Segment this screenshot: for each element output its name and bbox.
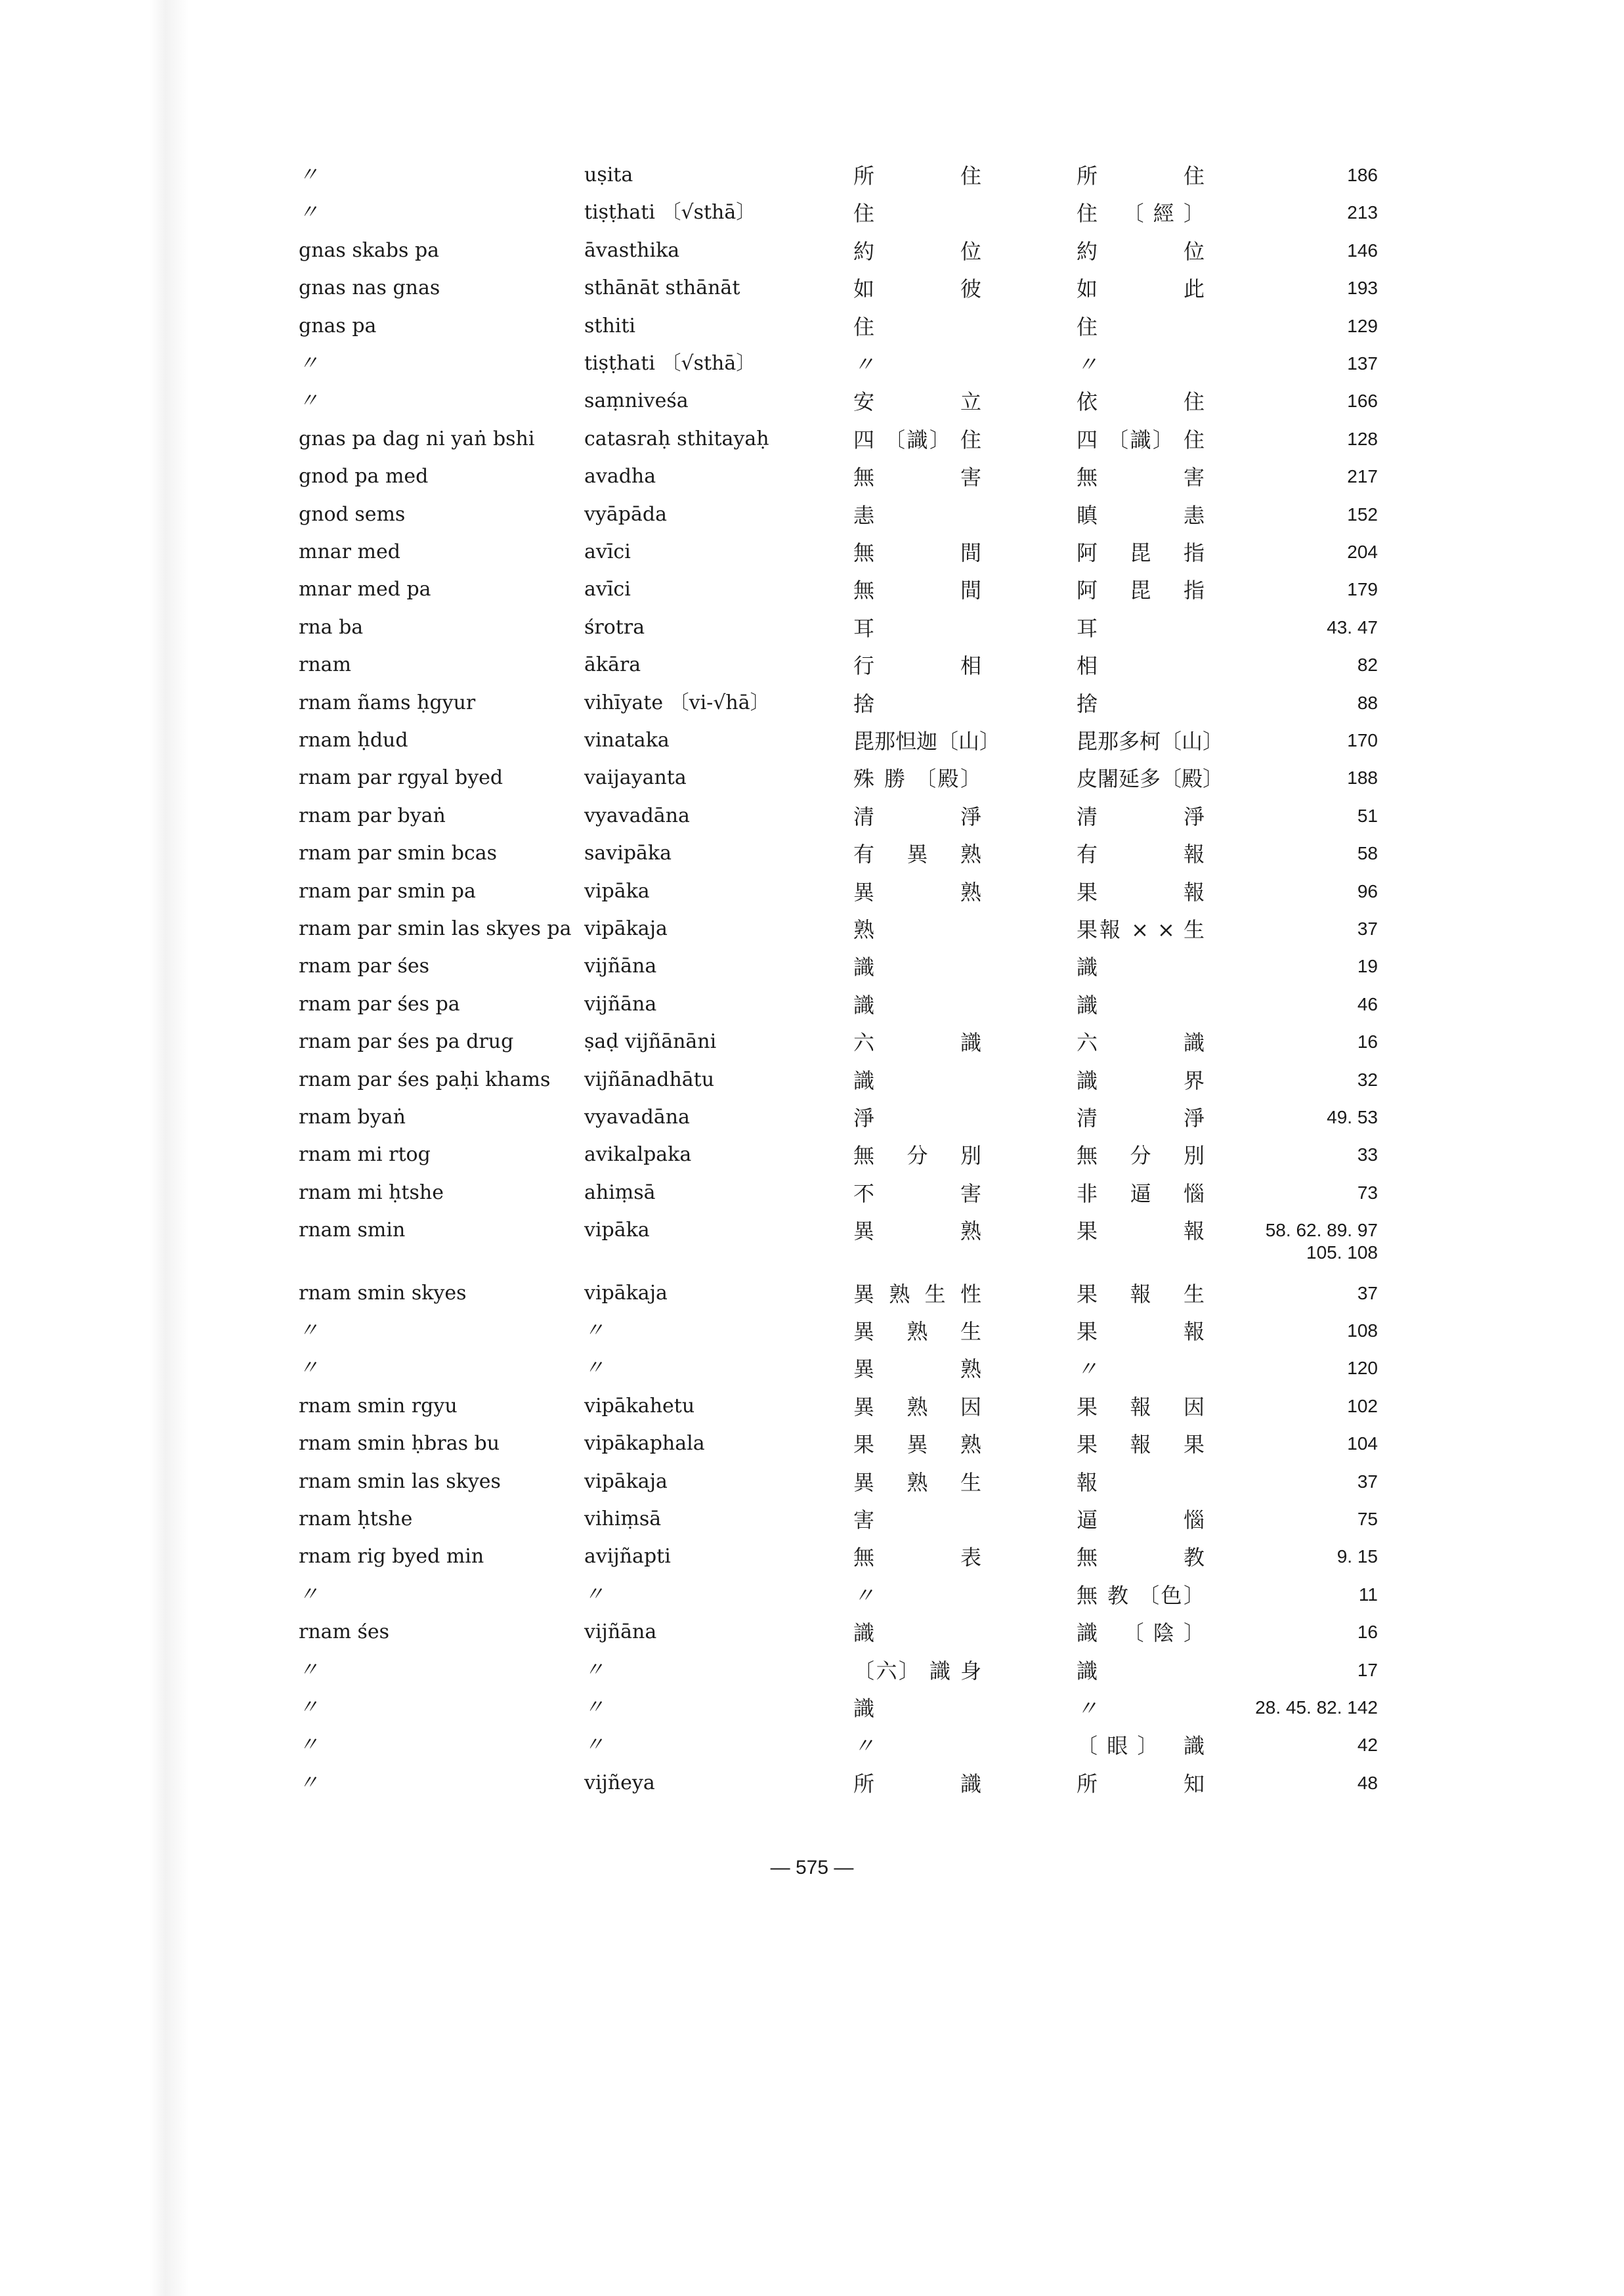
table-row (0, 617, 1624, 655)
sanskrit-term: vijñāna (584, 955, 657, 978)
sanskrit-term: ṣaḍ vijñānāni (584, 1030, 717, 1053)
chinese-paramartha: 六 識 (1077, 1030, 1205, 1055)
page-reference: 33 (1357, 1144, 1378, 1165)
chinese-xuanzang: 〃 (853, 1733, 875, 1758)
chinese-xuanzang: 毘那怛迦〔山〕 (853, 729, 1001, 754)
chinese-xuanzang: 淨 (853, 1106, 875, 1131)
table-row (0, 1219, 1624, 1263)
tibetan-term: 〃 (299, 1733, 318, 1756)
sanskrit-term: 〃 (584, 1658, 604, 1681)
page-reference: 166 (1347, 391, 1378, 411)
page-reference: 49. 53 (1327, 1107, 1378, 1127)
table-row (0, 692, 1624, 730)
chinese-xuanzang: 識 (853, 1068, 875, 1093)
table-row (0, 1546, 1624, 1584)
sanskrit-term: vijñeya (584, 1771, 655, 1794)
page-reference: 179 (1347, 579, 1378, 599)
table-row (0, 993, 1624, 1031)
tibetan-term: 〃 (299, 352, 318, 375)
tibetan-term: rnam par smin las skyes pa (299, 917, 572, 940)
tibetan-term: rna ba (299, 616, 364, 639)
table-row (0, 1621, 1624, 1659)
tibetan-term: 〃 (299, 1583, 318, 1606)
chinese-paramartha: 識 〔陰〕 (1077, 1620, 1205, 1645)
page-reference: 19 (1357, 956, 1378, 976)
chinese-paramartha: 無 分 別 (1077, 1143, 1205, 1168)
page-reference: 9. 15 (1336, 1546, 1378, 1567)
sanskrit-term: vipākaja (584, 1282, 668, 1305)
table-row (0, 428, 1624, 466)
chinese-xuanzang: 無 間 (853, 578, 981, 603)
sanskrit-term: vijñāna (584, 1620, 657, 1643)
sanskrit-term: vijñānadhātu (584, 1068, 715, 1091)
sanskrit-term: tiṣṭhati 〔√sthā〕 (584, 201, 756, 224)
page-reference: 204 (1347, 542, 1378, 562)
table-row (0, 1734, 1624, 1772)
page-reference: 96 (1357, 881, 1378, 901)
sanskrit-term: āvasthika (584, 239, 680, 262)
tibetan-term: 〃 (299, 1658, 318, 1681)
chinese-paramartha: 〔眼〕 識 (1077, 1733, 1205, 1758)
page-reference: 104 (1347, 1433, 1378, 1454)
page-reference: 120 (1347, 1358, 1378, 1378)
page-reference: 43. 47 (1327, 617, 1378, 638)
sanskrit-term: vyavadāna (584, 804, 690, 827)
page-reference: 129 (1347, 316, 1378, 336)
tibetan-term: rnam smin rgyu (299, 1395, 458, 1418)
chinese-xuanzang: 行 相 (853, 653, 981, 678)
table-row (0, 277, 1624, 315)
sanskrit-term: vipāka (584, 1219, 650, 1242)
chinese-xuanzang: 異 熟 因 (853, 1395, 981, 1419)
tibetan-term: rnam mi ḥtshe (299, 1181, 444, 1204)
chinese-paramartha: 逼 惱 (1077, 1507, 1205, 1532)
chinese-paramartha: 耳 (1077, 616, 1098, 641)
tibetan-term: rnam śes (299, 1620, 390, 1643)
sanskrit-term: avijñapti (584, 1545, 671, 1568)
chinese-xuanzang: 果 異 熟 (853, 1432, 981, 1457)
chinese-paramartha: 毘那多柯〔山〕 (1077, 729, 1224, 754)
chinese-paramartha: 非 逼 惱 (1077, 1181, 1205, 1206)
sanskrit-term: ākāra (584, 653, 641, 676)
tibetan-term: rnam ñams ḥgyur (299, 691, 476, 714)
sanskrit-term: vipākaja (584, 1470, 668, 1493)
sanskrit-term: 〃 (584, 1583, 604, 1606)
chinese-xuanzang: 所 住 (853, 163, 981, 188)
tibetan-term: rnam par śes (299, 955, 430, 978)
chinese-xuanzang: 異 熟 生 (853, 1319, 981, 1344)
tibetan-term: gnod pa med (299, 465, 429, 488)
sanskrit-term: 〃 (584, 1696, 604, 1719)
sanskrit-term: sthānāt sthānāt (584, 276, 740, 299)
table-row (0, 1471, 1624, 1509)
chinese-xuanzang: 住 (853, 314, 875, 339)
chinese-paramartha: 如 此 (1077, 276, 1205, 301)
tibetan-term: rnam par byaṅ (299, 804, 446, 827)
chinese-xuanzang: 安 立 (853, 389, 981, 414)
tibetan-term: 〃 (299, 389, 318, 412)
table-row (0, 1772, 1624, 1810)
chinese-paramartha: 捨 (1077, 691, 1098, 716)
chinese-paramartha: 識 (1077, 955, 1098, 980)
chinese-paramartha: 識 (1077, 993, 1098, 1018)
tibetan-term: rnam ḥdud (299, 729, 408, 752)
page-reference: 58 (1357, 843, 1378, 863)
chinese-paramartha: 住 (1077, 314, 1098, 339)
chinese-xuanzang: 無 間 (853, 540, 981, 565)
chinese-xuanzang: 所 識 (853, 1771, 981, 1796)
tibetan-term: rnam ḥtshe (299, 1507, 413, 1530)
page-reference: 170 (1347, 730, 1378, 750)
sanskrit-term: sthiti (584, 314, 636, 337)
tibetan-term: rnam smin ḥbras bu (299, 1432, 500, 1455)
page-reference: 128 (1347, 429, 1378, 449)
sanskrit-term: vijñāna (584, 993, 657, 1016)
tibetan-term: rnam mi rtog (299, 1143, 431, 1166)
chinese-xuanzang: 四 〔識〕 住 (853, 427, 981, 452)
table-row (0, 767, 1624, 805)
sanskrit-term: vipākaphala (584, 1432, 705, 1455)
chinese-xuanzang: 異 熟 生 (853, 1470, 981, 1495)
tibetan-term: rnam rig byed min (299, 1545, 484, 1568)
tibetan-term: rnam par rgyal byed (299, 766, 503, 789)
chinese-paramartha: 阿 毘 指 (1077, 578, 1205, 603)
sanskrit-term: avīci (584, 540, 631, 563)
chinese-paramartha: 相 (1077, 653, 1098, 678)
page-reference: 193 (1347, 278, 1378, 298)
page-reference: 213 (1347, 202, 1378, 223)
chinese-paramartha: 所 住 (1077, 163, 1205, 188)
tibetan-term: gnas nas gnas (299, 276, 440, 299)
chinese-paramartha: 果報 × × 生 (1077, 917, 1205, 942)
chinese-xuanzang: 害 (853, 1507, 875, 1532)
chinese-paramartha: 〃 (1077, 352, 1098, 377)
chinese-xuanzang: 異 熟 生 性 (853, 1282, 981, 1307)
chinese-xuanzang: 無 表 (853, 1545, 981, 1570)
sanskrit-term: uṣita (584, 163, 633, 186)
table-row (0, 1069, 1624, 1107)
sanskrit-term: vipāka (584, 880, 650, 903)
table-row (0, 842, 1624, 880)
chinese-paramartha: 果 報 (1077, 1219, 1205, 1244)
table-row (0, 315, 1624, 353)
chinese-xuanzang: 識 (853, 1620, 875, 1645)
chinese-paramartha: 瞋 恚 (1077, 503, 1205, 528)
page-reference: 16 (1357, 1031, 1378, 1052)
tibetan-term: gnas pa dag ni yaṅ bshi (299, 427, 535, 450)
tibetan-term: rnam (299, 653, 351, 676)
tibetan-term: mnar med (299, 540, 400, 563)
chinese-xuanzang: 恚 (853, 503, 875, 528)
sanskrit-term: vyavadāna (584, 1106, 690, 1129)
chinese-paramartha: 〃 (1077, 1356, 1098, 1381)
table-row (0, 1320, 1624, 1358)
page-reference: 58. 62. 89. 97 105. 108 (1265, 1220, 1378, 1263)
table-row (0, 353, 1624, 391)
sanskrit-term: vipākaja (584, 917, 668, 940)
chinese-paramartha: 皮闍延多〔殿〕 (1077, 766, 1224, 791)
table-row (0, 955, 1624, 993)
table-row (0, 390, 1624, 428)
chinese-paramartha: 報 (1077, 1470, 1098, 1495)
tibetan-term: 〃 (299, 201, 318, 224)
tibetan-term: gnas pa (299, 314, 377, 337)
chinese-paramartha: 果 報 生 (1077, 1282, 1205, 1307)
table-row (0, 541, 1624, 579)
sanskrit-term: vinataka (584, 729, 670, 752)
chinese-xuanzang: 異 熟 (853, 1219, 981, 1244)
chinese-paramartha: 識 (1077, 1658, 1098, 1683)
tibetan-term: rnam smin (299, 1219, 406, 1242)
page-number: — 575 — (770, 1857, 854, 1878)
chinese-paramartha: 無 害 (1077, 465, 1205, 490)
page-reference: 16 (1357, 1622, 1378, 1642)
table-row (0, 1282, 1624, 1320)
page-reference: 152 (1347, 504, 1378, 525)
sanskrit-term: 〃 (584, 1319, 604, 1342)
page-reference: 37 (1357, 1283, 1378, 1303)
chinese-xuanzang: 〔六〕 識 身 (853, 1658, 981, 1683)
table-row (0, 1433, 1624, 1471)
sanskrit-term: vaijayanta (584, 766, 687, 789)
page-reference: 88 (1357, 693, 1378, 713)
chinese-paramartha: 識 界 (1077, 1068, 1205, 1093)
page-reference: 51 (1357, 806, 1378, 826)
chinese-paramartha: 所 知 (1077, 1771, 1205, 1796)
page-reference: 11 (1358, 1584, 1378, 1605)
page-reference: 32 (1357, 1070, 1378, 1090)
chinese-paramartha: 果 報 (1077, 880, 1205, 905)
table-row (0, 202, 1624, 240)
chinese-paramartha: 〃 (1077, 1696, 1098, 1721)
chinese-xuanzang: 捨 (853, 691, 875, 716)
sanskrit-term: ahiṃsā (584, 1181, 656, 1204)
page-reference: 108 (1347, 1320, 1378, 1341)
chinese-xuanzang: 無 害 (853, 465, 981, 490)
table-row (0, 880, 1624, 919)
sanskrit-term: 〃 (584, 1733, 604, 1756)
sanskrit-term: catasraḥ sthitayaḥ (584, 427, 769, 450)
tibetan-term: rnam par śes pa drug (299, 1030, 514, 1053)
page-reference: 137 (1347, 353, 1378, 374)
chinese-xuanzang: 異 熟 (853, 880, 981, 905)
chinese-paramartha: 清 淨 (1077, 1106, 1205, 1131)
page-reference: 186 (1347, 165, 1378, 185)
chinese-xuanzang: 識 (853, 993, 875, 1018)
chinese-xuanzang: 有 異 熟 (853, 842, 981, 867)
tibetan-term: gnas skabs pa (299, 239, 440, 262)
table-row (0, 1182, 1624, 1220)
page-reference: 146 (1347, 240, 1378, 261)
tibetan-term: rnam smin skyes (299, 1282, 467, 1305)
sanskrit-term: tiṣṭhati 〔√sthā〕 (584, 352, 756, 375)
tibetan-term: 〃 (299, 163, 318, 186)
chinese-xuanzang: 六 識 (853, 1030, 981, 1055)
page-reference: 82 (1357, 655, 1378, 675)
tibetan-term: rnam smin las skyes (299, 1470, 501, 1493)
chinese-xuanzang: 耳 (853, 616, 875, 641)
page-reference: 48 (1357, 1773, 1378, 1793)
tibetan-term: mnar med pa (299, 578, 431, 601)
page-reference: 42 (1357, 1735, 1378, 1755)
tibetan-term: 〃 (299, 1319, 318, 1342)
sanskrit-term: avikalpaka (584, 1143, 692, 1166)
tibetan-term: rnam par smin pa (299, 880, 476, 903)
sanskrit-term: śrotra (584, 616, 645, 639)
tibetan-term: 〃 (299, 1356, 318, 1379)
tibetan-term: rnam par śes paḥi khams (299, 1068, 551, 1091)
chinese-xuanzang: 殊 勝 〔殿〕 (853, 766, 981, 791)
chinese-paramartha: 阿 毘 指 (1077, 540, 1205, 565)
table-row (0, 1584, 1624, 1622)
sanskrit-term: 〃 (584, 1356, 604, 1379)
chinese-xuanzang: 住 (853, 201, 875, 226)
tibetan-term: rnam byaṅ (299, 1106, 406, 1129)
chinese-paramartha: 四 〔識〕 住 (1077, 427, 1205, 452)
chinese-paramartha: 無 教 〔色〕 (1077, 1583, 1205, 1608)
sanskrit-term: savipāka (584, 842, 672, 865)
table-row (0, 1697, 1624, 1735)
sanskrit-term: avīci (584, 578, 631, 601)
table-row (0, 578, 1624, 617)
chinese-paramartha: 果 報 果 (1077, 1432, 1205, 1457)
sanskrit-term: saṃniveśa (584, 389, 689, 412)
chinese-paramartha: 住 〔經〕 (1077, 201, 1205, 226)
tibetan-term: gnod sems (299, 503, 406, 526)
tibetan-term: 〃 (299, 1771, 318, 1794)
chinese-paramartha: 清 淨 (1077, 804, 1205, 829)
table-row (0, 654, 1624, 692)
table-row (0, 1144, 1624, 1182)
chinese-xuanzang: 〃 (853, 1583, 875, 1608)
sanskrit-term: vihīyate 〔vi-√hā〕 (584, 691, 770, 714)
table-row (0, 1106, 1624, 1144)
page-reference: 28. 45. 82. 142 (1255, 1697, 1378, 1718)
chinese-xuanzang: 如 彼 (853, 276, 981, 301)
chinese-xuanzang: 約 位 (853, 239, 981, 264)
table-row (0, 1031, 1624, 1069)
sanskrit-term: vipākahetu (584, 1395, 695, 1418)
table-row (0, 1508, 1624, 1546)
table-row (0, 729, 1624, 768)
table-row (0, 240, 1624, 278)
chinese-xuanzang: 熟 (853, 917, 875, 942)
table-row (0, 504, 1624, 542)
chinese-xuanzang: 識 (853, 1696, 875, 1721)
sanskrit-term: avadha (584, 465, 656, 488)
chinese-paramartha: 有 報 (1077, 842, 1205, 867)
tibetan-term: 〃 (299, 1696, 318, 1719)
chinese-paramartha: 果 報 因 (1077, 1395, 1205, 1419)
chinese-xuanzang: 清 淨 (853, 804, 981, 829)
page-reference: 73 (1357, 1182, 1378, 1203)
chinese-paramartha: 依 住 (1077, 389, 1205, 414)
table-row (0, 1395, 1624, 1433)
page-reference: 75 (1357, 1509, 1378, 1529)
chinese-paramartha: 無 教 (1077, 1545, 1205, 1570)
tibetan-term: rnam par śes pa (299, 993, 460, 1016)
chinese-xuanzang: 無 分 別 (853, 1143, 981, 1168)
chinese-xuanzang: 識 (853, 955, 875, 980)
chinese-paramartha: 果 報 (1077, 1319, 1205, 1344)
table-row (0, 466, 1624, 504)
page-reference: 46 (1357, 994, 1378, 1014)
table-row (0, 1659, 1624, 1697)
page-reference: 37 (1357, 1471, 1378, 1492)
page-reference: 217 (1347, 466, 1378, 487)
table-row (0, 918, 1624, 956)
page-reference: 102 (1347, 1396, 1378, 1416)
table-row (0, 164, 1624, 202)
page-reference: 17 (1357, 1660, 1378, 1680)
page-reference: 188 (1347, 768, 1378, 788)
chinese-xuanzang: 〃 (853, 352, 875, 377)
sanskrit-term: vyāpāda (584, 503, 667, 526)
chinese-paramartha: 約 位 (1077, 239, 1205, 264)
table-row (0, 805, 1624, 843)
page-reference: 37 (1357, 919, 1378, 939)
sanskrit-term: vihiṃsā (584, 1507, 662, 1530)
chinese-xuanzang: 不 害 (853, 1181, 981, 1206)
table-row (0, 1357, 1624, 1395)
tibetan-term: rnam par smin bcas (299, 842, 498, 865)
chinese-xuanzang: 異 熟 (853, 1356, 981, 1381)
